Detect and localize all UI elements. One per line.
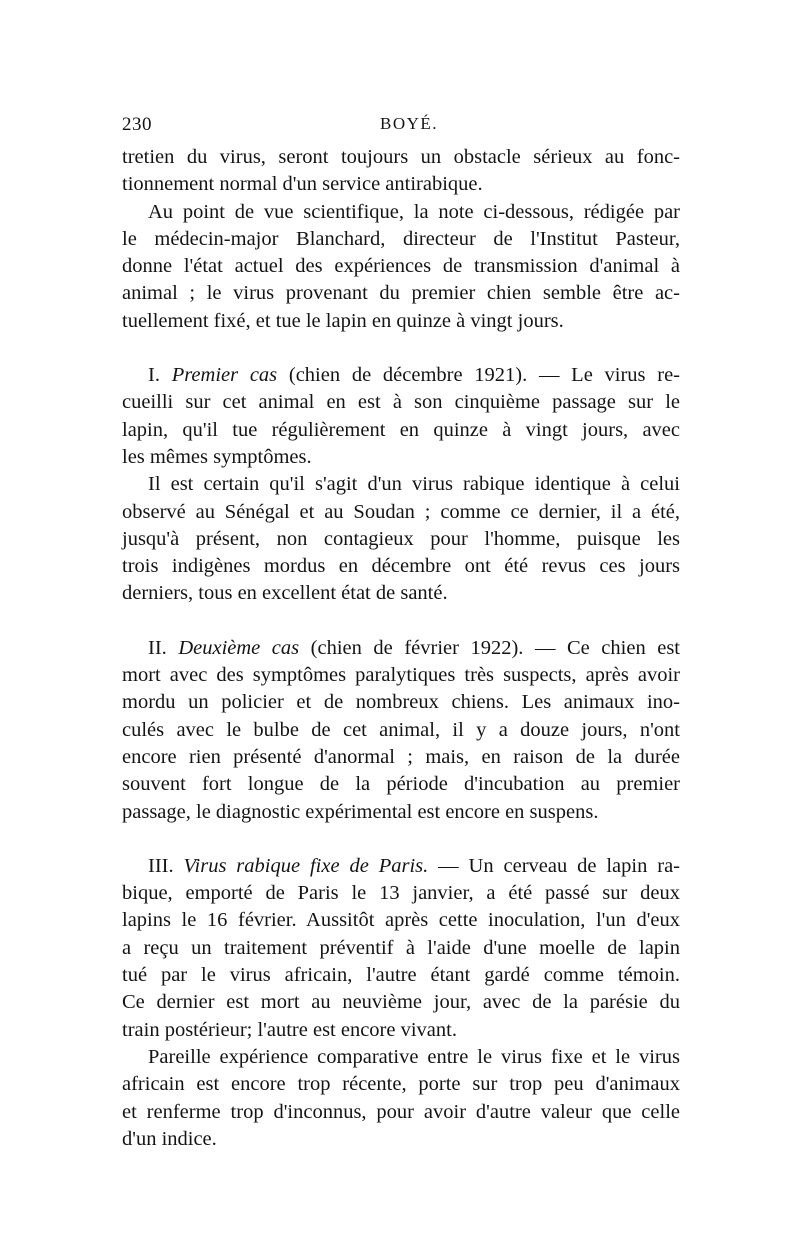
- text-line: le médecin-major Blanchard, directeur de l'Institut Pasteur,: [122, 227, 680, 250]
- section-numeral: III.: [148, 854, 174, 877]
- text-fragment: (chien de février 1922). — Ce chien est: [299, 636, 680, 659]
- text-line: culés avec le bulbe de cet animal, il y a douze jours, n'ont: [122, 718, 680, 741]
- case-title: Deuxième cas: [178, 636, 300, 659]
- text-line: tuellement fixé, et tue le lapin en quinze à vingt jours.: [122, 309, 564, 332]
- case-title: Premier cas: [171, 364, 278, 387]
- text-line: lapin, qu'il tue régulièrement en quinze à vingt jours, avec: [122, 418, 680, 441]
- running-head: BOYÉ.: [380, 114, 439, 133]
- text-line: bique, emporté de Paris le 13 janvier, a été passé sur deux: [122, 882, 680, 905]
- text-line: passage, le diagnostic expérimental est encore en suspens.: [122, 800, 599, 823]
- text-line: jusqu'à présent, non contagieux pour l'homme, puisque les: [122, 527, 680, 550]
- section-gap: [122, 608, 680, 635]
- text-line: observé au Sénégal et au Soudan ; comme ce dernier, il a été,: [122, 500, 680, 523]
- paragraph-continuation: [122, 144, 680, 199]
- text-line: mordu un policier et de nombreux chiens. Les animaux ino-: [122, 691, 680, 714]
- text-line: cueilli sur cet animal en est à son cinquième passage sur le: [122, 391, 680, 414]
- text-line: Il est certain qu'il s'agit d'un virus rabique identique à celui: [148, 473, 680, 496]
- section-gap: [122, 335, 680, 362]
- text-line: [122, 635, 680, 662]
- text-line: Ce dernier est mort au neuvième jour, avec de la parésie du: [122, 991, 680, 1014]
- text-line: encore rien présenté d'anormal ; mais, en raison de la durée: [122, 745, 680, 768]
- text-line: Au point de vue scientifique, la note ci-dessous, rédigée par: [148, 200, 680, 223]
- text-line: trois indigènes mordus en décembre ont été revus ces jours: [122, 555, 680, 578]
- paragraph-case-3: [122, 853, 680, 1044]
- paragraph-case-1-detail: [122, 471, 680, 607]
- page-number: 230: [122, 114, 152, 135]
- text-line: derniers, tous en excellent état de santé.: [122, 582, 448, 605]
- text-line: d'un indice.: [122, 1127, 217, 1150]
- text-line: les mêmes symptômes.: [122, 445, 312, 468]
- text-line: africain est encore trop récente, porte sur trop peu d'animaux: [122, 1073, 680, 1096]
- text-line: tionnement normal d'un service antirabique.: [122, 173, 483, 196]
- section-gap: [122, 826, 680, 853]
- paragraph-case-1: [122, 362, 680, 471]
- text-line: animal ; le virus provenant du premier chien semble être ac-: [122, 282, 680, 305]
- text-line: Pareille expérience comparative entre le virus fixe et le virus: [148, 1045, 680, 1068]
- paragraph-comparative: [122, 1044, 680, 1153]
- text-line: a reçu un traitement préventif à l'aide d'une moelle de lapin: [122, 936, 680, 959]
- text-fragment: (chien de décembre 1921). — Le virus re-: [277, 364, 681, 387]
- page-header: [122, 108, 680, 144]
- text-line: lapins le 16 février. Aussitôt après cette inoculation, l'un d'eux: [122, 909, 680, 932]
- section-numeral: II.: [148, 636, 167, 659]
- section-numeral: I.: [148, 364, 160, 387]
- text-line: tué par le virus africain, l'autre étant gardé comme témoin.: [122, 964, 680, 987]
- text-line: tretien du virus, seront toujours un obstacle sérieux au fonc-: [122, 146, 680, 168]
- book-page: [122, 108, 680, 1153]
- text-line: et renferme trop d'inconnus, pour avoir d'autre valeur que celle: [122, 1100, 680, 1123]
- text-line: donne l'état actuel des expériences de transmission d'animal à: [122, 255, 680, 278]
- text-line: [122, 362, 680, 389]
- case-title: Virus rabique fixe de Paris.: [183, 854, 429, 877]
- paragraph-scientific-note: [122, 199, 680, 335]
- text-line: souvent fort longue de la période d'incubation au premier: [122, 773, 680, 796]
- text-line: [122, 853, 680, 880]
- text-line: train postérieur; l'autre est encore vivant.: [122, 1018, 457, 1041]
- text-fragment: — Un cerveau de lapin ra-: [428, 854, 681, 877]
- paragraph-case-2: [122, 635, 680, 826]
- text-line: mort avec des symptômes paralytiques très suspects, après avoir: [122, 664, 680, 687]
